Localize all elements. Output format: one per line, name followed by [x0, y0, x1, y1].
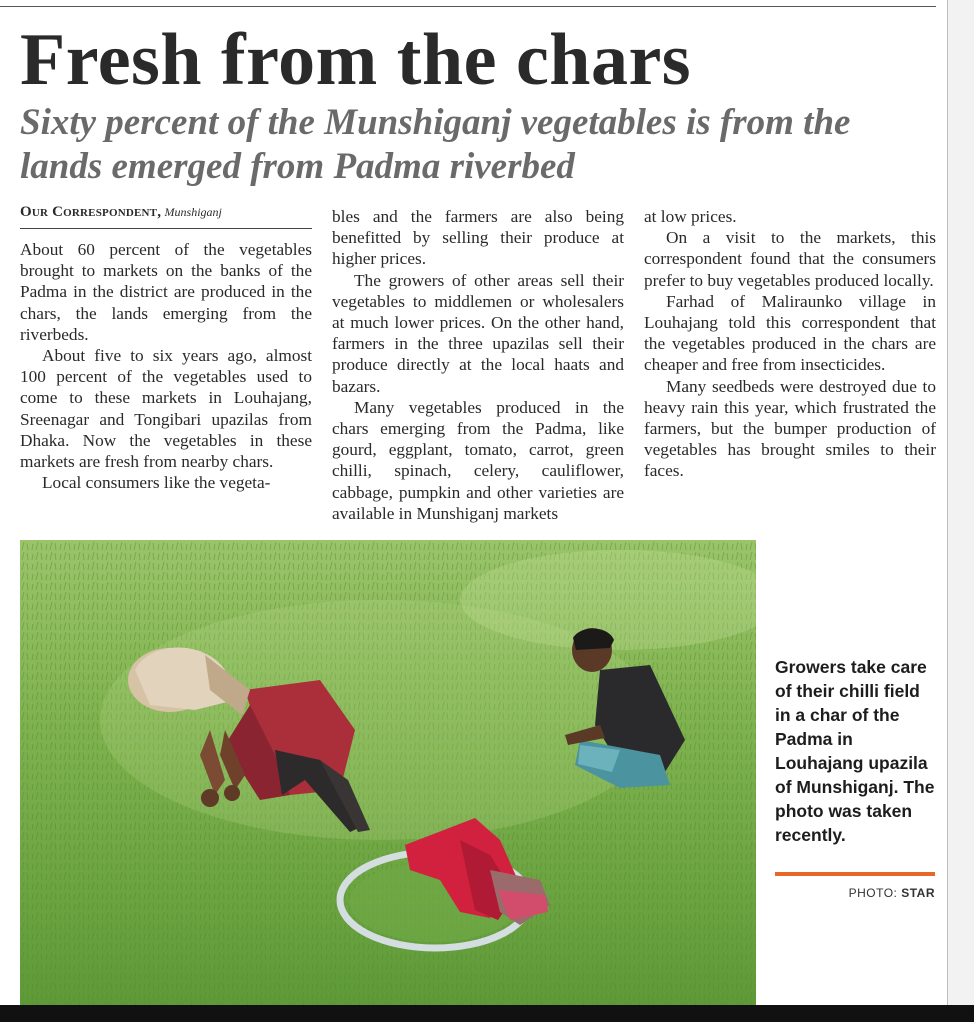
photo-credit-source: STAR: [901, 886, 935, 900]
field-photo-illustration: [20, 540, 756, 1005]
subheadline: Sixty percent of the Munshiganj vegetables is from the lands emerged from Padma riverbed: [20, 102, 851, 187]
paragraph: Many seedbeds were destroyed due to heavy rain this year, which frustrated the farmers, but the bumper production of vegetables has brought smiles to their faces.: [644, 376, 936, 481]
photo-caption: Growers take care of their chilli field in a char of the Padma in Louhajang upazila of Munshiganj. The photo was taken recently.: [775, 657, 935, 845]
top-rule: [0, 6, 936, 7]
paragraph: About 60 percent of the vegetables brought to markets on the banks of the Padma in the district are produced in the chars, the lands emerging from the riverbeds.: [20, 240, 312, 344]
byline-name: Our Correspondent,: [20, 204, 162, 220]
paragraph: About five to six years ago, almost 100 percent of the vegetables used to come to these markets in Louhajang, Sreenagar and Tongibari upazilas from Dhaka. Now the vegetables in these markets are fresh from nearby chars.: [20, 346, 312, 472]
article-column-3: [644, 206, 936, 482]
paragraph: The growers of other areas sell their vegetables to middlemen or wholesalers at much lower prices. On the other hand, farmers in the three upazilas sell their produce directly at the local haats and bazars.: [332, 270, 624, 396]
field-photo: [20, 540, 756, 1005]
page-edge: [947, 0, 974, 1022]
article-column-2: [332, 206, 624, 524]
byline-place: Munshiganj: [164, 205, 222, 219]
paragraph: Many vegetables produced in the chars emerging from the Padma, like gourd, eggplant, tomato, carrot, green chilli, spinach, celery, cauliflower, cabbage, pumpkin and other varieties are available in Munshiganj markets: [332, 397, 624, 523]
paragraph: Local consumers like the vegeta-: [42, 473, 271, 493]
article-column-1: [20, 204, 312, 493]
page-bottom-band: [0, 1005, 974, 1022]
paragraph: bles and the farmers are also being benefitted by selling their produce at higher prices.: [332, 207, 624, 269]
byline: [20, 204, 312, 229]
photo-credit: [775, 886, 935, 900]
caption-accent-rule: [775, 872, 935, 876]
headline: Fresh from the chars: [20, 19, 692, 101]
photo-credit-label: PHOTO:: [848, 886, 898, 900]
paragraph: at low prices.: [644, 207, 737, 226]
paragraph: Farhad of Maliraunko village in Louhajang told this correspondent that the vegetables produced in the chars are cheaper and free from insecticides.: [644, 291, 936, 375]
paragraph: On a visit to the markets, this correspondent found that the consumers prefer to buy vegetables produced locally.: [644, 228, 936, 290]
